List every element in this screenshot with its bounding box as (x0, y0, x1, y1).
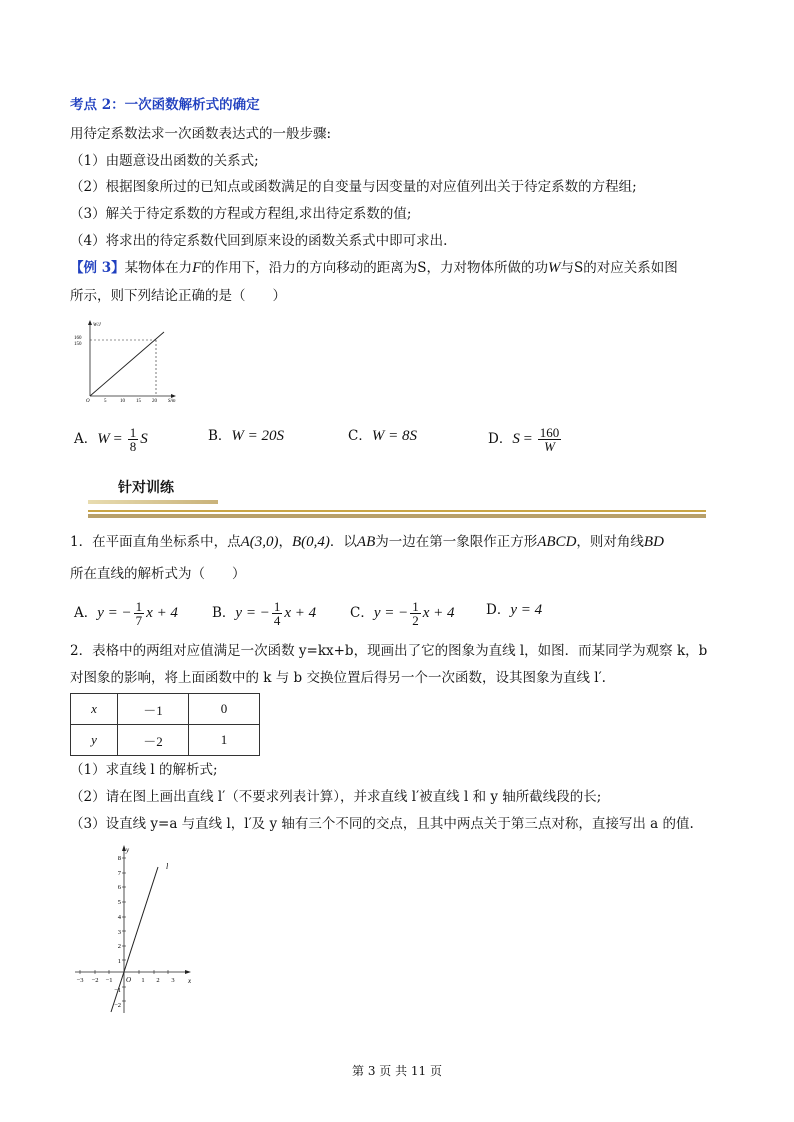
graph-xlabel: x (188, 977, 192, 985)
value-table (70, 693, 260, 756)
q1-option-d: D．y = 4 (486, 602, 543, 618)
practice-section-title: 针对训练 (118, 480, 174, 496)
example-option-b: B．W = 20S (208, 428, 285, 444)
example-option-d: D．S = $\frac{160}{W}$ (488, 425, 560, 454)
intro-text: 用待定系数法求一次函数表达式的一般步骤: (70, 126, 332, 142)
xtick: −2 (91, 977, 99, 984)
heading-title: 一次函数解析式的确定 (124, 97, 260, 113)
xtick: −3 (76, 977, 84, 984)
ytick: 6 (117, 884, 121, 891)
heading-prefix: 考点 2： (70, 97, 125, 113)
xtick: −1 (105, 977, 113, 984)
example-line-1: 【例 3】某物体在力F的作用下，沿力的方向移动的距离为S，力对物体所做的功W与S的对应关系如图 (70, 260, 678, 276)
step-3: （3）解关于待定系数的方程或方程组,求出待定系数的值; (70, 206, 412, 222)
example-option-a: A．W = $\frac{1}{8}$ S (74, 425, 148, 454)
ytick: −2 (114, 1002, 121, 1009)
section-divider-thick (88, 514, 706, 518)
q1-option-a: A．y = − $\frac{1}{7}$ x + 4 (74, 599, 178, 628)
example-line-2: 所示，则下列结论正确的是（ ） (70, 288, 286, 304)
table-cell: 1 (189, 725, 260, 756)
xtick: 2 (156, 977, 160, 984)
xtick-15: 15 (136, 399, 141, 404)
graph-line (90, 332, 164, 396)
table-cell: －2 (118, 725, 189, 756)
ytick: 1 (117, 958, 121, 965)
ytick: 2 (117, 943, 121, 950)
q1-option-b: B．y = − $\frac{1}{4}$ x + 4 (212, 599, 317, 628)
ytick: 4 (117, 914, 121, 921)
graph-xlabel: S/m (168, 399, 176, 404)
xtick-10: 10 (120, 399, 125, 404)
graph-origin: O (126, 976, 132, 984)
step-4: （4）将求出的待定系数代回到原来设的函数关系式中即可求出. (70, 233, 448, 249)
section-divider-thin (88, 510, 706, 512)
ytick: −1 (114, 987, 121, 994)
ytick: 8 (117, 855, 121, 862)
step-2: （2）根据图象所过的已知点或函数满足的自变量与因变量的对应值列出关于待定系数的方程组; (70, 179, 637, 195)
table-cell: 0 (189, 694, 260, 725)
q2-sub-1: （1）求直线 l 的解析式; (70, 762, 218, 778)
q1-line-2: 所在直线的解析式为（ ） (70, 566, 246, 582)
q1-line-1: 1．在平面直角坐标系中，点A(3,0)，B(0,4)．以AB为一边在第一象限作正方形ABCD，则对角线BD (70, 534, 664, 550)
line-l-graph (70, 843, 200, 1018)
ytick-150: 150 (74, 342, 82, 347)
xtick: 3 (171, 977, 175, 984)
table-head-x: x (71, 694, 118, 725)
ytick: 5 (117, 899, 121, 906)
ytick: 7 (117, 870, 121, 877)
q2-line-1: 2．表格中的两组对应值满足一次函数 y=kx+b，现画出了它的图象为直线 l，如图．而某同学为观察 k，b (70, 643, 708, 659)
q2-sub-2: （2）请在图上画出直线 l′（不要求列表计算），并求直线 l′被直线 l 和 y 轴所截线段的长; (70, 789, 602, 805)
q2-sub-3: （3）设直线 y=a 与直线 l，l′及 y 轴有三个不同的交点，且其中两点关于第三点对称，直接写出 a 的值. (70, 816, 694, 832)
xtick-5: 5 (104, 399, 107, 404)
q2-line-2: 对图象的影响，将上面函数中的 k 与 b 交换位置后得另一个一次函数，设其图象为直线 l′. (70, 670, 606, 686)
ytick: 3 (117, 929, 121, 936)
work-distance-graph (72, 318, 182, 404)
ytick-160: 160 (74, 336, 82, 341)
table-row (71, 725, 260, 756)
graph-ylabel: y (126, 846, 130, 854)
section-title-underline (88, 500, 218, 504)
example-tag: 【例 3】 (70, 260, 125, 276)
q1-option-c: C．y = − $\frac{1}{2}$ x + 4 (350, 599, 455, 628)
graph-origin: O (86, 399, 90, 404)
step-1: （1）由题意设出函数的关系式; (70, 153, 259, 169)
graph-ylabel: W/J (93, 323, 101, 328)
y-axis-arrow (88, 320, 92, 325)
table-head-y: y (71, 725, 118, 756)
example-option-c: C．W = 8S (348, 428, 417, 444)
x-axis-arrow (171, 394, 176, 398)
xtick: 1 (141, 977, 145, 984)
xtick-20: 20 (152, 399, 157, 404)
section-heading (70, 96, 260, 114)
table-cell: －1 (118, 694, 189, 725)
table-row (71, 694, 260, 725)
line-l-label: l (166, 862, 169, 871)
x-axis-arrow (185, 970, 191, 974)
page-footer: 第 3 页 共 11 页 (352, 1064, 442, 1078)
